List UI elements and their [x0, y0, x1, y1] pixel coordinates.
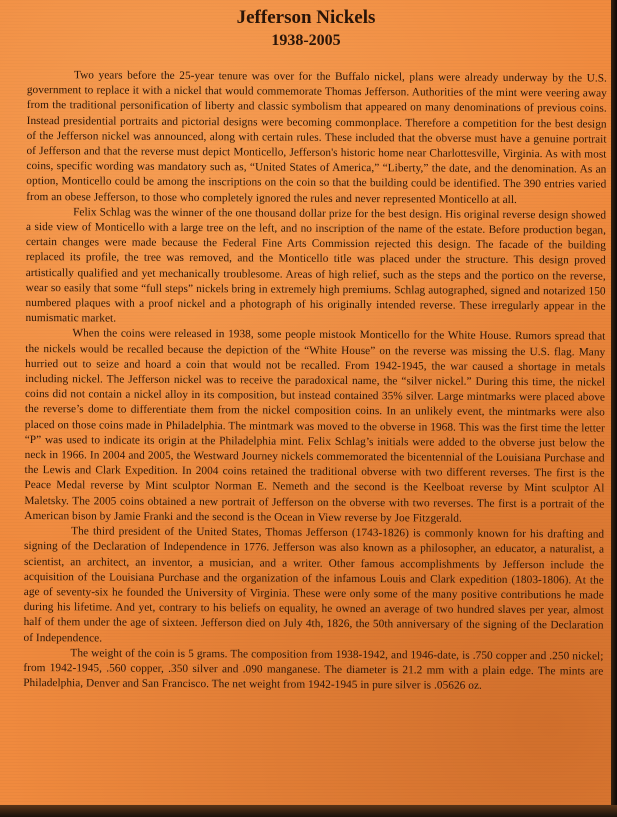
paragraph-specifications: The weight of the coin is 5 grams. The composition from 1938-1942, and 1946-date, is .750 copper and .250 nickel; from 1942-1945, .560 copper, .350 silver and .090 manganese. The diameter is 21.2 mm with a plain edge. The mints are Philadelphia, Denver and San Francisco. The net weight from 1942-1945 in pure silver is .05626 oz. — [23, 646, 604, 692]
paragraph-intro: Two years before the 25-year tenure was over for the Buffalo nickel, plans were already underway by the U.S. government to replace it with a nickel that would commemorate Thomas Jefferson. Authorities of the mint were veering away from the traditional personification of liberty and classic symbolism that appeared on many denominations of previous coins. Instead presidential portraits and pictorial designs were becoming commonplace. Therefore a competition for the best design of the Jefferson nickel was announced, along with certain rules. These included that the obverse must have a genuine portrait of Jefferson and that the reverse must depict Monticello, Jefferson's historic home near Charlottesville, Virginia. As with most coins, specific wording was mandatory such as, “United States of America,” “Liberty,” the date, and the denomination. As an option, Monticello could be among the inscriptions on the coin so that the building could be identified. The 390 entries varied from an obese Jefferson, to those who completely ignored the rules and never represented Monticello at all. — [26, 69, 607, 206]
paragraph-schlag: Felix Schlag was the winner of the one thousand dollar prize for the best design. His original reverse design showed a side view of Monticello with a large tree on the left, and no inscription of the name of the estate. Before production began, certain changes were made because the Federal Fine Arts Commission rejected this design. The facade of the building replaced its profile, the tree was removed, and the Monticello title was placed under the structure. This design proved artistically qualified and yet mechanically troublesome. Areas of high relief, such as the steps and the portico on the reverse, wear so easily that some “full steps” nickels bring in extremely high premiums. Schlag autographed, signed and notarized 150 numbered plaques with a proof nickel and a photograph of his originally intended reverse. These irregularly appear in the numismatic market. — [25, 206, 607, 325]
paragraph-release: When the coins were released in 1938, some people mistook Monticello for the White House. Rumors spread that the nickels would be recalled because the depiction of the “White House” on the reverse was missing the U.S. flag. Many hurried out to seize and hoard a coin that would not be recalled. From 1942-1945, the war caused a shortage in metals including nickel. The Jefferson nickel was to receive the paradoxical name, the “silver nickel.” During this time, the nickel coins did not contain a nickel alloy in its composition, but instead contained 35% silver. Large mintmarks were placed above the reverse’s dome to differentiate them from the nickel composition coins. In an unlikely event, the mintmarks were also placed on those coins made in Philadelphia. The mintmark was moved to the obverse in 1968. This was the first time the letter “P” was used to indicate its origin at the Philadelphia mint. Felix Schlag’s initials were added to the obverse just below the neck in 1966. In 2004 and 2005, the Westward Journey nickels commemorated the bicentennial of the Louisiana Purchase and the Lewis and Clark Expedition. In 2004 coins retained the traditional obverse with two different reverses. The first is the Peace Medal reverse by Mint sculptor Norman E. Nemeth and the second is the Keelboat reverse by Mint sculptor Al Maletsky. The 2005 coins obtained a new portrait of Jefferson on the obverse with two reverses. The first is a portrait of the American bison by Jamie Franki and the second is the Ocean in View reverse by Joe Fitzgerald. — [24, 327, 606, 525]
bottom-edge-shadow — [0, 805, 617, 817]
article-body — [23, 68, 607, 695]
right-edge-shadow — [611, 0, 617, 817]
page-title: Jefferson Nickels — [236, 7, 376, 28]
paragraph-jefferson: The third president of the United States, Thomas Jefferson (1743-1826) is commonly known for his drafting and signing of the Declaration of Independence in 1776. Jefferson was also known as a philosopher, an educator, a naturalist, a scientist, an architect, an inventor, a musician, and a writer. Other famous accomplishments by Jefferson include the acquisition of the Louisiana Purchase and the organization of the infamous Louis and Clark expedition (1803-1806). At the age of seventy-six he founded the University of Virginia. These were only some of the many positive contributions he made during his lifetime. And yet, contrary to his beliefs on equality, he owned an average of two hundred slaves per year, almost half of them under the age of sixteen. Jefferson died on July 4th, 1826, the 50th anniversary of the signing of the Declaration of Independence. — [23, 525, 605, 644]
page-subtitle: 1938-2005 — [271, 32, 341, 49]
